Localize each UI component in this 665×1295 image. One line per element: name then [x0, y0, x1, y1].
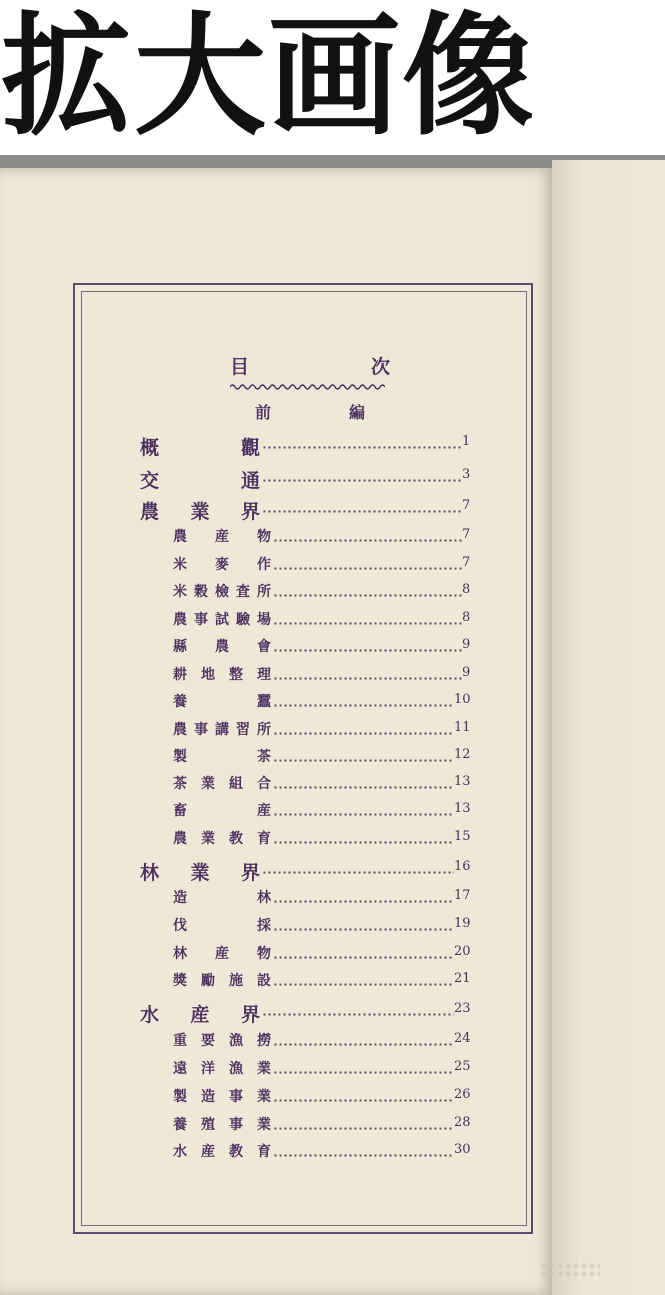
toc-subsection — [173, 719, 472, 745]
toc-entry-char: 業 — [190, 501, 210, 523]
toc-entry-char: 遠 — [173, 1061, 187, 1077]
toc-entry-label — [173, 691, 271, 711]
toc-subsection — [173, 887, 472, 913]
wavy-underline — [230, 382, 385, 392]
toc-page-number: 19 — [454, 916, 471, 931]
toc-entry-char: 産 — [257, 803, 271, 819]
toc-page-number: 16 — [454, 859, 471, 874]
toc-entry-char: 所 — [257, 584, 271, 600]
toc-entry-char: 産 — [201, 1144, 215, 1160]
toc-entry-char: 觀 — [240, 437, 260, 459]
toc-entry-label — [140, 858, 260, 885]
toc-subsection — [173, 1058, 472, 1084]
book-page-right — [552, 160, 665, 1295]
toc-leader-dots — [273, 719, 454, 745]
toc-entry-char: 習 — [236, 722, 250, 738]
toc-entry-label — [173, 1114, 271, 1134]
toc-entry-char: 組 — [229, 776, 243, 792]
toc-heading-char: 目 — [230, 356, 250, 378]
toc-entry-char: 場 — [257, 612, 271, 628]
toc-leader-dots — [273, 581, 462, 607]
toc-section — [140, 858, 472, 884]
toc-entry-char: 査 — [236, 584, 250, 600]
toc-leader-dots — [273, 1086, 454, 1112]
toc-entry-char: 産 — [215, 946, 229, 962]
toc-entry-char: 産 — [190, 1004, 210, 1026]
part-label — [255, 400, 365, 423]
toc-entry-char: 育 — [257, 831, 271, 847]
toc-entry-label — [173, 609, 271, 629]
toc-page-number: 10 — [454, 692, 471, 707]
toc-entry-char: 伐 — [173, 918, 187, 934]
toc-subsection — [173, 800, 472, 826]
toc-leader-dots — [273, 970, 454, 996]
toc-leader-dots — [273, 887, 454, 913]
toc-subsection — [173, 636, 472, 662]
toc-entry-char: 界 — [240, 1004, 260, 1026]
toc-subsection — [173, 1141, 472, 1167]
toc-entry-char: 耕 — [173, 667, 187, 683]
toc-entry-char: 農 — [173, 529, 187, 545]
toc-section — [140, 1000, 472, 1026]
toc-entry-char: 獎 — [173, 973, 187, 989]
toc-page-number: 26 — [454, 1087, 471, 1102]
toc-heading — [230, 352, 390, 382]
toc-entry-char: 試 — [215, 612, 229, 628]
toc-entry-char: 穀 — [194, 584, 208, 600]
toc-entry-char: 縣 — [173, 639, 187, 655]
toc-entry-char: 所 — [257, 722, 271, 738]
toc-page-number: 1 — [462, 434, 471, 449]
toc-leader-dots — [273, 1058, 454, 1084]
toc-entry-char: 概 — [140, 437, 160, 459]
toc-subsection — [173, 828, 472, 854]
toc-leader-dots — [273, 636, 462, 662]
toc-entry-char: 採 — [257, 918, 271, 934]
toc-leader-dots — [273, 1141, 454, 1167]
toc-entry-char: 合 — [257, 776, 271, 792]
toc-leader-dots — [262, 433, 462, 459]
toc-entry-char: 林 — [140, 862, 160, 884]
toc-entry-label — [140, 433, 260, 460]
toc-entry-char: 檢 — [215, 584, 229, 600]
toc-leader-dots — [273, 800, 454, 826]
toc-entry-char: 驗 — [236, 612, 250, 628]
toc-page-number: 8 — [462, 582, 471, 597]
toc-page-number: 17 — [454, 888, 471, 903]
toc-entry-label — [173, 970, 271, 990]
toc-entry-char: 養 — [173, 694, 187, 710]
toc-entry-char: 業 — [257, 1061, 271, 1077]
toc-entry-label — [173, 887, 271, 907]
toc-entry-char: 講 — [215, 722, 229, 738]
toc-entry-char: 茶 — [173, 776, 187, 792]
toc-entry-char: 事 — [194, 612, 208, 628]
toc-entry-char: 農 — [173, 612, 187, 628]
toc-entry-label — [173, 828, 271, 848]
toc-subsection — [173, 581, 472, 607]
toc-entry-label — [173, 664, 271, 684]
toc-leader-dots — [273, 664, 462, 690]
part-label-char: 編 — [348, 403, 365, 422]
toc-subsection — [173, 746, 472, 772]
toc-entry-char: 物 — [257, 529, 271, 545]
toc-subsection — [173, 1114, 472, 1140]
banner-title: 拡大画像 — [0, 0, 536, 154]
toc-entry-char: 漁 — [229, 1061, 243, 1077]
toc-page-number: 30 — [454, 1142, 471, 1157]
toc-subsection — [173, 1086, 472, 1112]
toc-entry-label — [173, 554, 271, 574]
toc-entry-char: 會 — [257, 639, 271, 655]
toc-entry-char: 業 — [257, 1117, 271, 1133]
toc-leader-dots — [273, 828, 454, 854]
toc-entry-char: 育 — [257, 1144, 271, 1160]
toc-entry-label — [173, 1141, 271, 1161]
toc-entry-label — [173, 581, 271, 601]
toc-entry-char: 交 — [140, 470, 160, 492]
toc-entry-char: 設 — [257, 973, 271, 989]
toc-leader-dots — [273, 746, 454, 772]
toc-entry-char: 製 — [173, 749, 187, 765]
toc-entry-char: 造 — [201, 1089, 215, 1105]
toc-entry-char: 産 — [215, 529, 229, 545]
toc-page-number: 13 — [454, 774, 471, 789]
toc-subsection — [173, 970, 472, 996]
toc-entry-char: 殖 — [201, 1117, 215, 1133]
toc-page-number: 7 — [462, 498, 471, 513]
toc-entry-char: 作 — [257, 557, 271, 573]
toc-entry-char: 畜 — [173, 803, 187, 819]
toc-entry-char: 漁 — [229, 1033, 243, 1049]
toc-page-number: 25 — [454, 1059, 471, 1074]
toc-entry-label — [173, 1086, 271, 1106]
toc-entry-char: 水 — [140, 1004, 160, 1026]
toc-entry-char: 洋 — [201, 1061, 215, 1077]
toc-section — [140, 433, 472, 459]
toc-entry-char: 事 — [229, 1117, 243, 1133]
toc-subsection — [173, 773, 472, 799]
toc-entry-char: 農 — [173, 722, 187, 738]
toc-entry-char: 事 — [194, 722, 208, 738]
toc-entry-label — [173, 526, 271, 546]
toc-page-number: 3 — [462, 467, 471, 482]
toc-entry-label — [140, 497, 260, 524]
toc-leader-dots — [273, 609, 462, 635]
toc-leader-dots — [273, 915, 454, 941]
toc-entry-char: 造 — [173, 890, 187, 906]
toc-page-number: 15 — [454, 829, 471, 844]
toc-entry-char: 業 — [201, 831, 215, 847]
toc-subsection — [173, 691, 472, 717]
toc-entry-char: 要 — [201, 1033, 215, 1049]
toc-subsection — [173, 1030, 472, 1056]
toc-entry-char: 物 — [257, 946, 271, 962]
toc-leader-dots — [273, 1030, 454, 1056]
toc-entry-label — [173, 636, 271, 656]
toc-leader-dots — [262, 1000, 454, 1026]
toc-entry-label — [173, 773, 271, 793]
toc-entry-char: 勵 — [201, 973, 215, 989]
toc-entry-char: 林 — [173, 946, 187, 962]
toc-entry-char: 撈 — [257, 1033, 271, 1049]
toc-entry-label — [173, 746, 271, 766]
toc-leader-dots — [273, 554, 462, 580]
toc-leader-dots — [273, 943, 454, 969]
toc-page-number: 23 — [454, 1001, 471, 1016]
toc-section — [140, 497, 472, 523]
toc-entry-char: 茶 — [257, 749, 271, 765]
toc-entry-label — [140, 1000, 260, 1027]
toc-subsection — [173, 526, 472, 552]
toc-entry-char: 製 — [173, 1089, 187, 1105]
toc-entry-char: 地 — [201, 667, 215, 683]
toc-entry-char: 養 — [173, 1117, 187, 1133]
toc-page-number: 13 — [454, 801, 471, 816]
toc-entry-label — [173, 719, 271, 739]
banner — [0, 0, 600, 155]
toc-entry-label — [173, 800, 271, 820]
toc-entry-char: 界 — [240, 501, 260, 523]
toc-page-number: 24 — [454, 1031, 471, 1046]
toc-entry-char: 教 — [229, 831, 243, 847]
toc-page-number: 8 — [462, 610, 471, 625]
toc-entry-char: 業 — [257, 1089, 271, 1105]
toc-entry-char: 整 — [229, 667, 243, 683]
toc-entry-char: 通 — [240, 470, 260, 492]
toc-leader-dots — [273, 526, 462, 552]
toc-subsection — [173, 943, 472, 969]
toc-leader-dots — [262, 858, 454, 884]
toc-leader-dots — [273, 691, 454, 717]
toc-page-number: 7 — [462, 527, 471, 542]
toc-entry-char: 理 — [257, 667, 271, 683]
toc-entry-char: 農 — [140, 501, 160, 523]
toc-entry-label — [173, 1030, 271, 1050]
toc-entry-char: 米 — [173, 584, 187, 600]
toc-entry-char: 水 — [173, 1144, 187, 1160]
toc-entry-char: 麥 — [215, 557, 229, 573]
toc-page-number: 7 — [462, 555, 471, 570]
toc-page-number: 11 — [454, 720, 471, 735]
toc-entry-char: 事 — [229, 1089, 243, 1105]
toc-entry-char: 米 — [173, 557, 187, 573]
toc-page-number: 28 — [454, 1115, 471, 1130]
toc-leader-dots — [273, 1114, 454, 1140]
toc-leader-dots — [262, 497, 462, 523]
toc-entry-label — [140, 466, 260, 493]
toc-entry-char: 蠶 — [257, 694, 271, 710]
toc-subsection — [173, 554, 472, 580]
toc-subsection — [173, 915, 472, 941]
toc-entry-label — [173, 915, 271, 935]
toc-page-number: 20 — [454, 944, 471, 959]
toc-leader-dots — [262, 466, 462, 492]
toc-leader-dots — [273, 773, 454, 799]
toc-entry-char: 農 — [215, 639, 229, 655]
toc-entry-char: 農 — [173, 831, 187, 847]
toc-entry-char: 重 — [173, 1033, 187, 1049]
toc-subsection — [173, 664, 472, 690]
toc-page-number: 9 — [462, 637, 471, 652]
toc-subsection — [173, 609, 472, 635]
toc-page-number: 12 — [454, 747, 471, 762]
toc-entry-char: 業 — [201, 776, 215, 792]
toc-entry-char: 施 — [229, 973, 243, 989]
toc-entry-label — [173, 1058, 271, 1078]
part-label-char: 前 — [255, 403, 272, 422]
toc-entry-char: 林 — [257, 890, 271, 906]
toc-section — [140, 466, 472, 492]
page-edge-wear — [540, 1262, 600, 1278]
toc-page-number: 21 — [454, 971, 471, 986]
toc-entry-label — [173, 943, 271, 963]
toc-entry-char: 業 — [190, 862, 210, 884]
toc-heading-char: 次 — [370, 356, 390, 378]
toc-entry-char: 教 — [229, 1144, 243, 1160]
toc-page-number: 9 — [462, 665, 471, 680]
toc-entry-char: 界 — [240, 862, 260, 884]
